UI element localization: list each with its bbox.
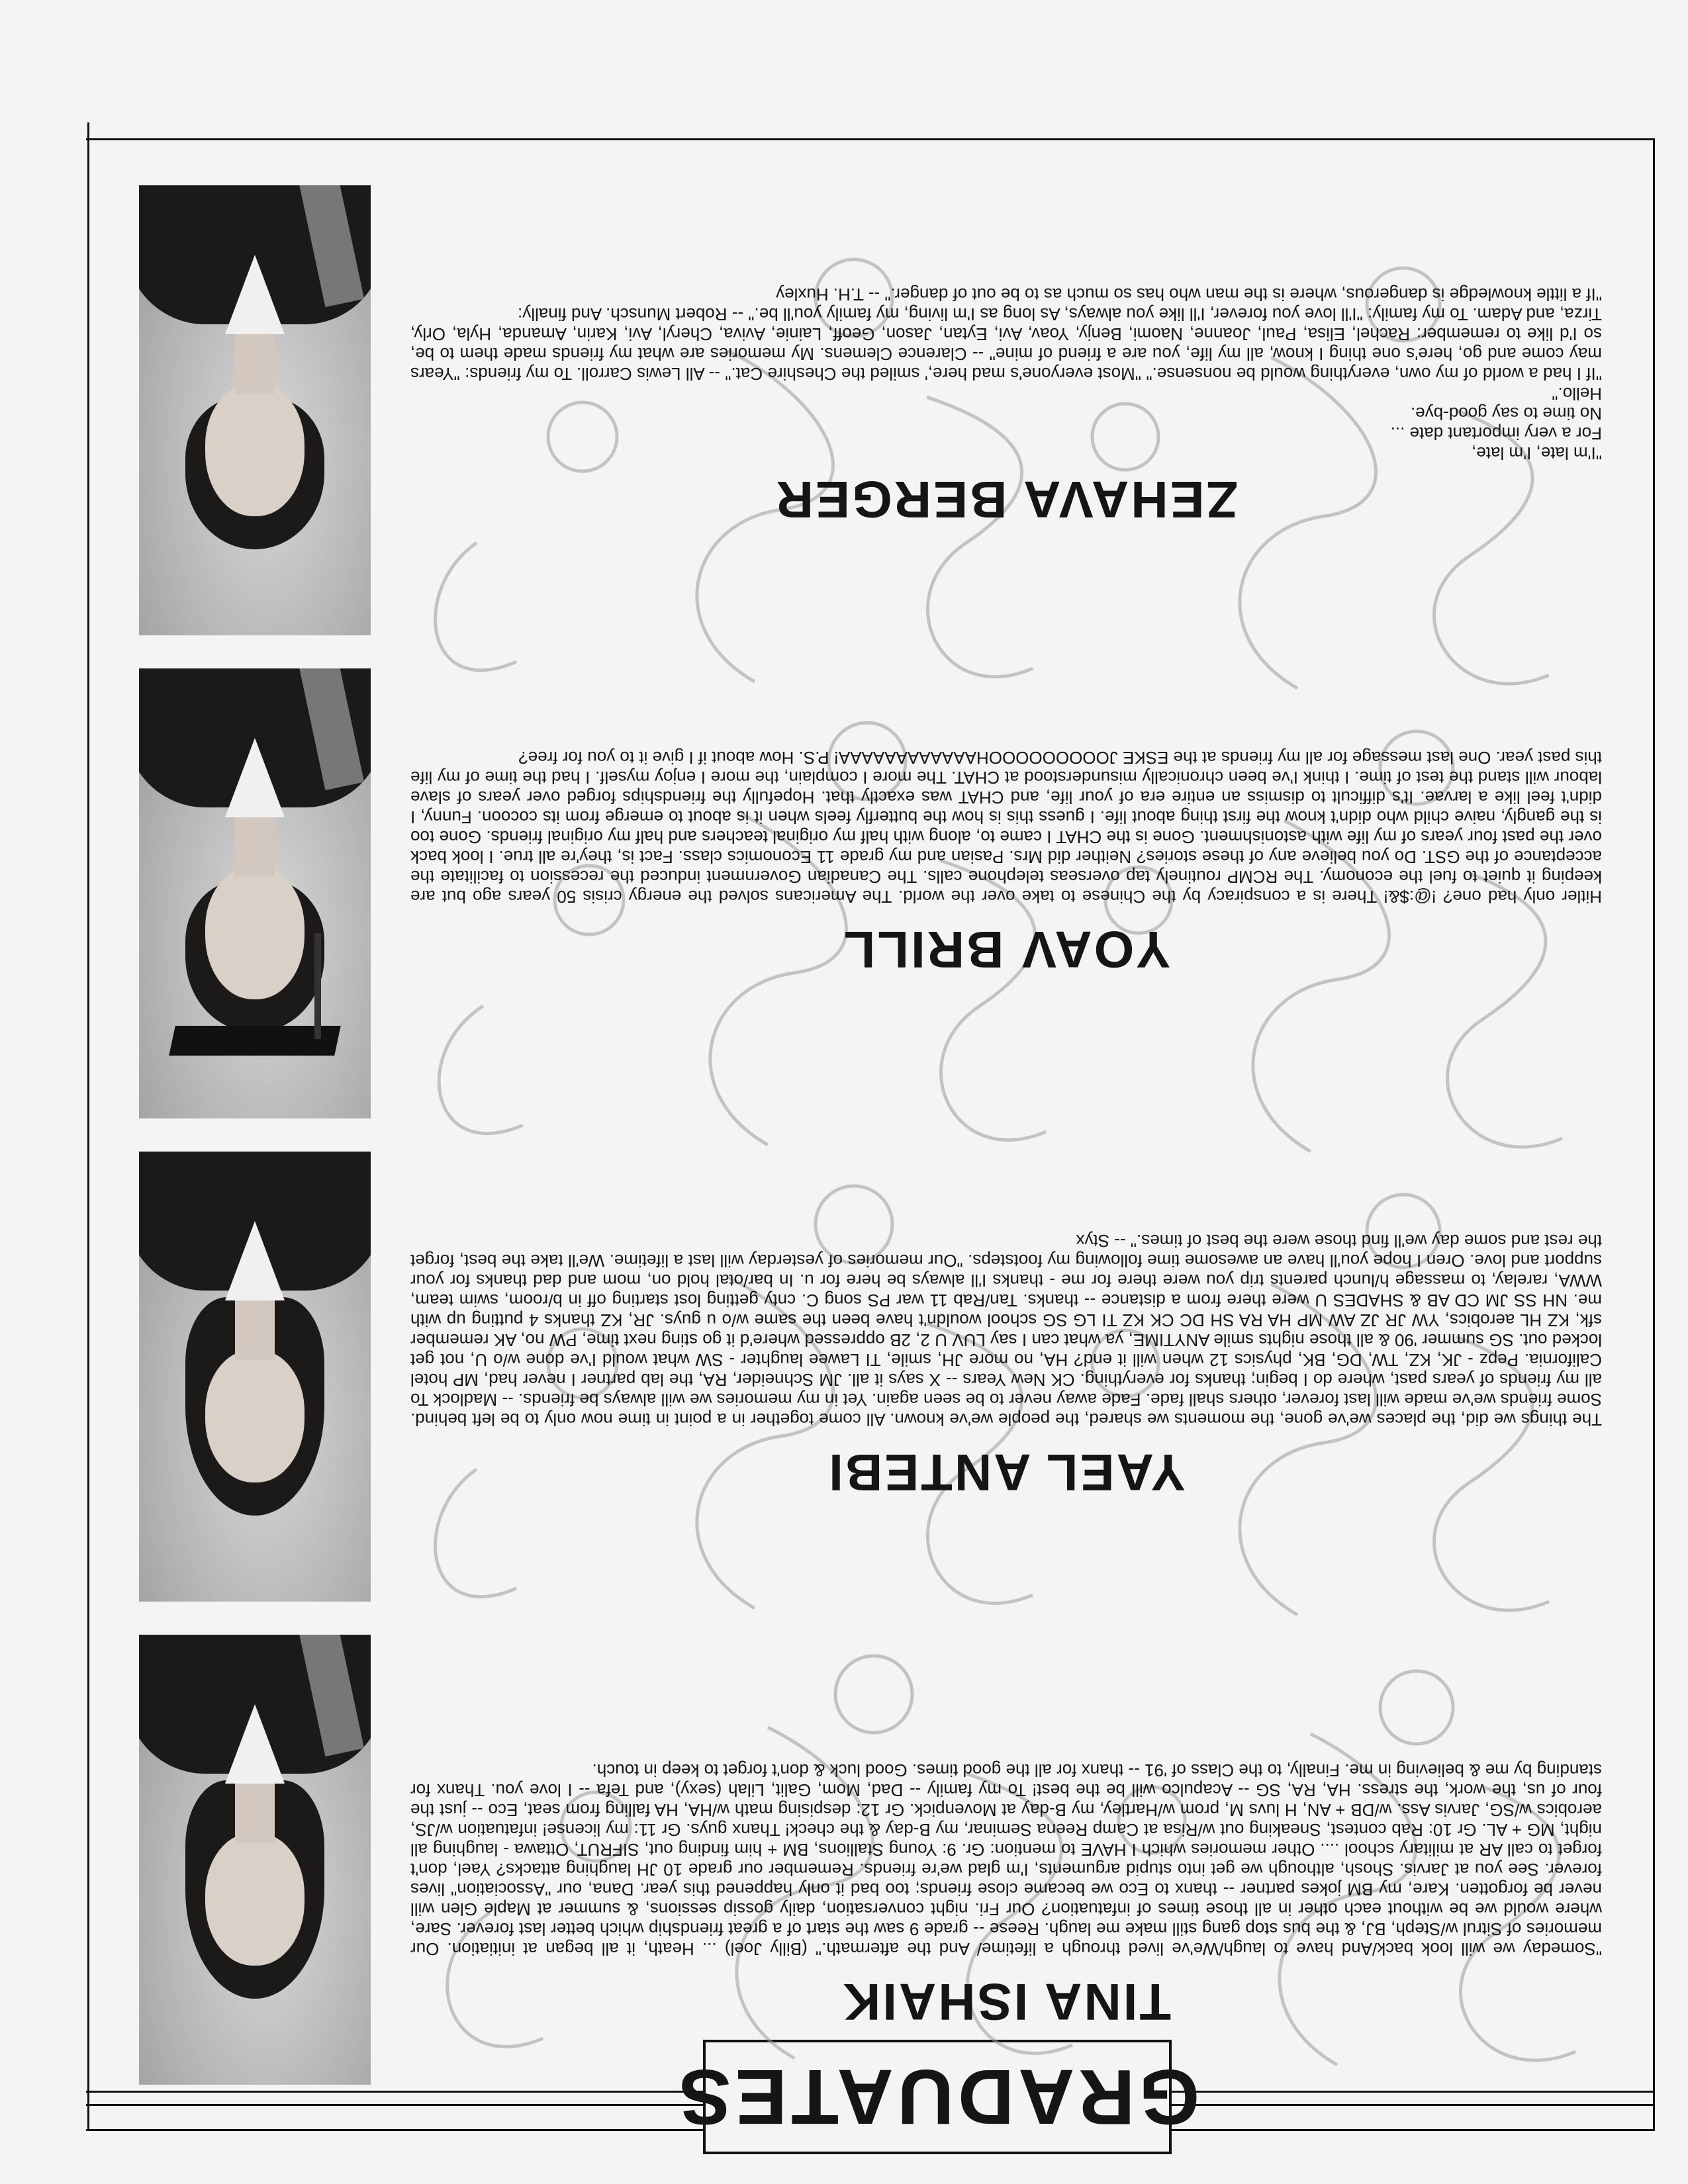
- graduate-writeup-yael-antebi: The things we did, the places we've gone, the moments we shared, the people we've known. All come together in a point in time now only to be left behind. Some friends we've made will last forever, others shall fade. Fade away never to be seen again. Yet in my memories we will always be friends. -- Madlock To all my friends of years past, where do I begin; thanks for everything. CK New Years -- X says it all. JM Schneider, RA, the lab partner I never had, MP hotel California. Pepz - JK, KZ, TW, DG, BK, physics 12 when will it end? HA, no more JH, smile, TI Lawee laughter - SW what would I've done w/o U, not get locked out. SG summer '90 & all those nights smile ANYTIME, ya what can I say LUV U 2, 2B oppressed where'd it go sting next time, PW no, AK remember sfk, KZ HL aerobics, YW JR JZ AW MP HA RA SH DC CK KZ TI LG SG school wouldn't have been the same w/o u guys. JR, KZ thanks 4 putting up with me. NH SS JM CD AB & SHADES U were there from a distance -- thanks. Tan/Rab 11 war PS song C. cnty getting lost starting off in b/room, swim team, WWA, rarelay, to massage h/lunch parents trip you were there for me - thanks I'll always be here for u. In bar/otal hold on, mom and dad thanks for your support and love. Oren I hope you'll have an awesome time following my footsteps. "Our memories of yesterday will last a lifetime. We'll take the best, forget the rest and some day we'll find those were the best of times." -- Styx: [410, 1231, 1602, 1430]
- graduate-photo-tina-ishaik: [139, 1635, 371, 2085]
- graduate-photo-zehava-berger: [139, 185, 371, 635]
- section-title: GRADUATES: [675, 2053, 1200, 2141]
- graduate-writeup-tina-ishaik: "Someday we will look back/And have to laugh/We've lived through a lifetime/ And the aftermath." (Billy Joel) ... Heath, it all began at initiation. Our memories of Sitrul w/Steph, BJ, & the bus stop gang still make me laugh. Reese -- grade 9 saw the start of a great friendship which better last forever. Sare, where would we be without each other in all those times of infatuation? Our Fri. night conversation, daily gossip sessions, & summer at Maple Glen will never be forgotten. Kare, my BM jokes partner -- thanx to Eco we became close friends; too bad it only happened this year. Dana, our "Association" lives forever. See you at Jarvis. Shosh, although we get into stupid arguments, I'm glad we're friends. Remember our grade 10 JH laughing attacks? Yael, don't forget to call AR at military school .... Other memories which I HAVE to mention: Gr. 9: Young Stallions, BM + him finding out, SIFRUT, Ottawa - laughing all night, MG + AL. Gr 10: Rab contest, Sneaking out w/Risa at Camp Reena Seminar, my B-day & the check! Thanx guys. Gr 11: my license! infatuation w/JS, aerobics w/SG, Jarvis Ass. w/DB + AN, H luvs M, prom w/Hartley, my B-day at Movenpick. Gr 12: despising math w/HA, HA falling from seat, Eco -- just the four of us, the work, the stress. HA, RA, SG -- Acapulco will be the best! To my family -- Dad, Mom, Galit, Lilah (sexy), and Tefa -- I love you. Thanx for standing by me & believing in me. Finally, to the Class of '91 -- thanx for all the good times. Good luck & don't forget to keep in touch.: [410, 1760, 1602, 1959]
- graduate-photo-yael-antebi: [139, 1152, 371, 1602]
- page-frame-bottom: [86, 138, 1655, 140]
- graduate-photo-yoav-brill: [139, 668, 371, 1118]
- page-frame-right: [87, 122, 89, 2131]
- page-frame-left: [1653, 139, 1655, 2131]
- graduate-name-zehava-berger: ZEHAVA BERGER: [774, 471, 1239, 529]
- graduate-writeup-zehava-berger: "I'm late, I'm late, For a very important date ... No time to say good-bye. Hello." "If I had a world of my own, everything would be nonsense." "Most everyone's mad here,' smiled the Cheshire Cat." -- All Lewis Carroll. To my friends: "Years may come and go, here's one thing I know, all my life, you are a friend of mine" -- Clarence Clemens. My memories are what my friends made them to be, so I'd like to remember: Rachel, Elisa, Paul, Joanne, Naomi, Benjy, Yoav, Avi, Eytan, Jason, Geoff, Lainie, Aviva, Cheryl, Avi, Karin, Amanda, Hyla, Orly, Tirza, and Adam. To my family: "I'll love you forever, I'll like you always, As long as I'm living, my family you'll be." -- Robert Munsch. And finally: "If a little knowledge is dangerous, where is the man who has so much as to be out of danger." -- T.H. Huxley: [410, 285, 1602, 463]
- graduate-name-yael-antebi: YAEL ANTEBI: [827, 1443, 1186, 1502]
- graduate-name-yoav-brill: YOAV BRILL: [841, 921, 1171, 979]
- graduate-name-tina-ishaik: TINA ISHAIK: [841, 1973, 1172, 2031]
- graduate-writeup-yoav-brill: Hitler only had one? !@:$&! There is a conspiracy by the Chinese to take over the world. The Americans solved the energy crisis 50 years ago but are keeping it quiet to fuel the economy. The RCMP routinely tap overseas telephone calls. The Canadian Government induced the recession to facilitate the acceptance of the GST. Do you believe any of these stories? Neither did Mrs. Pasian and my grade 11 Economics class. Fact is, they're all true. I look back over the past four years of my life with astonishment. Gone is the CHAT I came to, along with half my original teachers and half my original friends. Gone too is the gangly, naive child who didn't know the first thing about life. I guess this is how the butterfly feels when it is about to emerge from its cocoon. Funny, I didn't feel like a larvae. It's difficult to dismiss an entire era of your life, and CHAT was exactly that. Hopefully the friendships forged over years of slave labour will stand the test of time. I think I've been chronically misunderstood at CHAT. The more I complain, the more I enjoy myself. I had the time of my life this past year. One last message for all my friends at the ESKE JOOOOOOOOOHAAAAAAAAAAAA! P.S. How about if I give it to you for free?: [410, 748, 1602, 907]
